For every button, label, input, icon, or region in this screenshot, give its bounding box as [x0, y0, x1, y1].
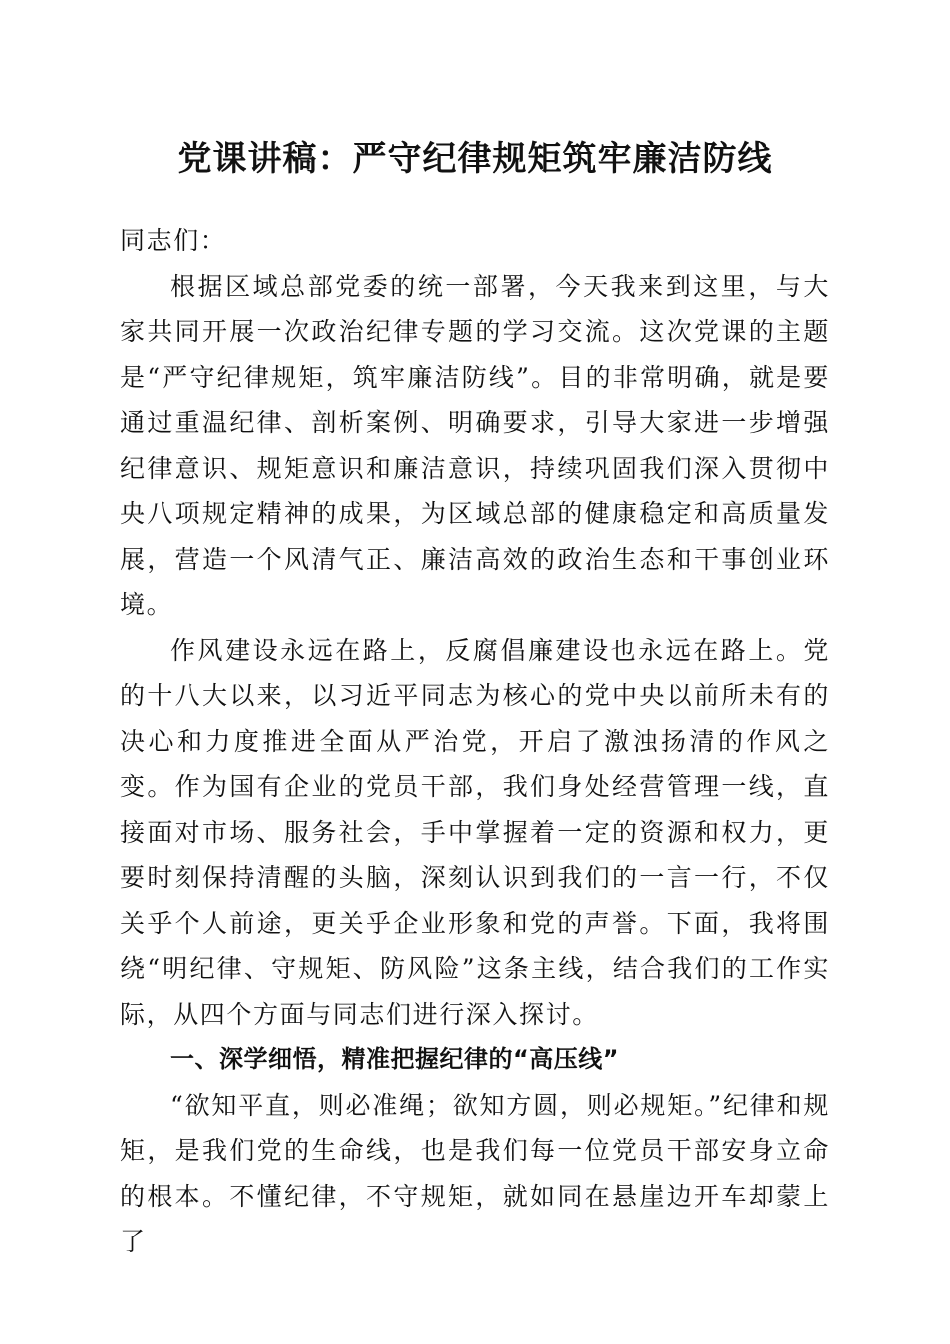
document-body: [120, 218, 830, 1265]
paragraph-context: 作风建设永远在路上，反腐倡廉建设也永远在路上。党的十八大以来，以习近平同志为核心的党中央以前所未有的决心和力度推进全面从严治党，开启了激浊扬清的作风之变。作为国有企业的党员干部，我们身处经营管理一线，直接面对市场、服务社会，手中掌握着一定的资源和权力，更要时刻保持清醒的头脑，深刻认识到我们的一言一行，不仅关乎个人前途，更关乎企业形象和党的声誉。下面，我将围绕“明纪律、守规矩、防风险”这条主线，结合我们的工作实际，从四个方面与同志们进行深入探讨。: [120, 635, 830, 1029]
salutation: 同志们：: [120, 226, 227, 255]
section-heading-1: 一、深学细悟，精准把握纪律的“高压线”: [170, 1045, 620, 1073]
section-1-paragraph: “欲知平直，则必准绳；欲知方圆，则必规矩。”纪律和规矩，是我们党的生命线，也是我们每一位党员干部安身立命的根本。不懂纪律，不守规矩，就如同在悬崖边开车却蒙上了: [120, 1090, 830, 1256]
paragraph-intro: 根据区域总部党委的统一部署，今天我来到这里，与大家共同开展一次政治纪律专题的学习交流。这次党课的主题是“严守纪律规矩，筑牢廉洁防线”。目的非常明确，就是要通过重温纪律、剖析案例、明确要求，引导大家进一步增强纪律意识、规矩意识和廉洁意识，持续巩固我们深入贯彻中央八项规定精神的成果，为区域总部的健康稳定和高质量发展，营造一个风清气正、廉洁高效的政治生态和干事创业环境。: [120, 271, 830, 619]
document-title: 党课讲稿：严守纪律规矩筑牢廉洁防线: [177, 139, 773, 179]
